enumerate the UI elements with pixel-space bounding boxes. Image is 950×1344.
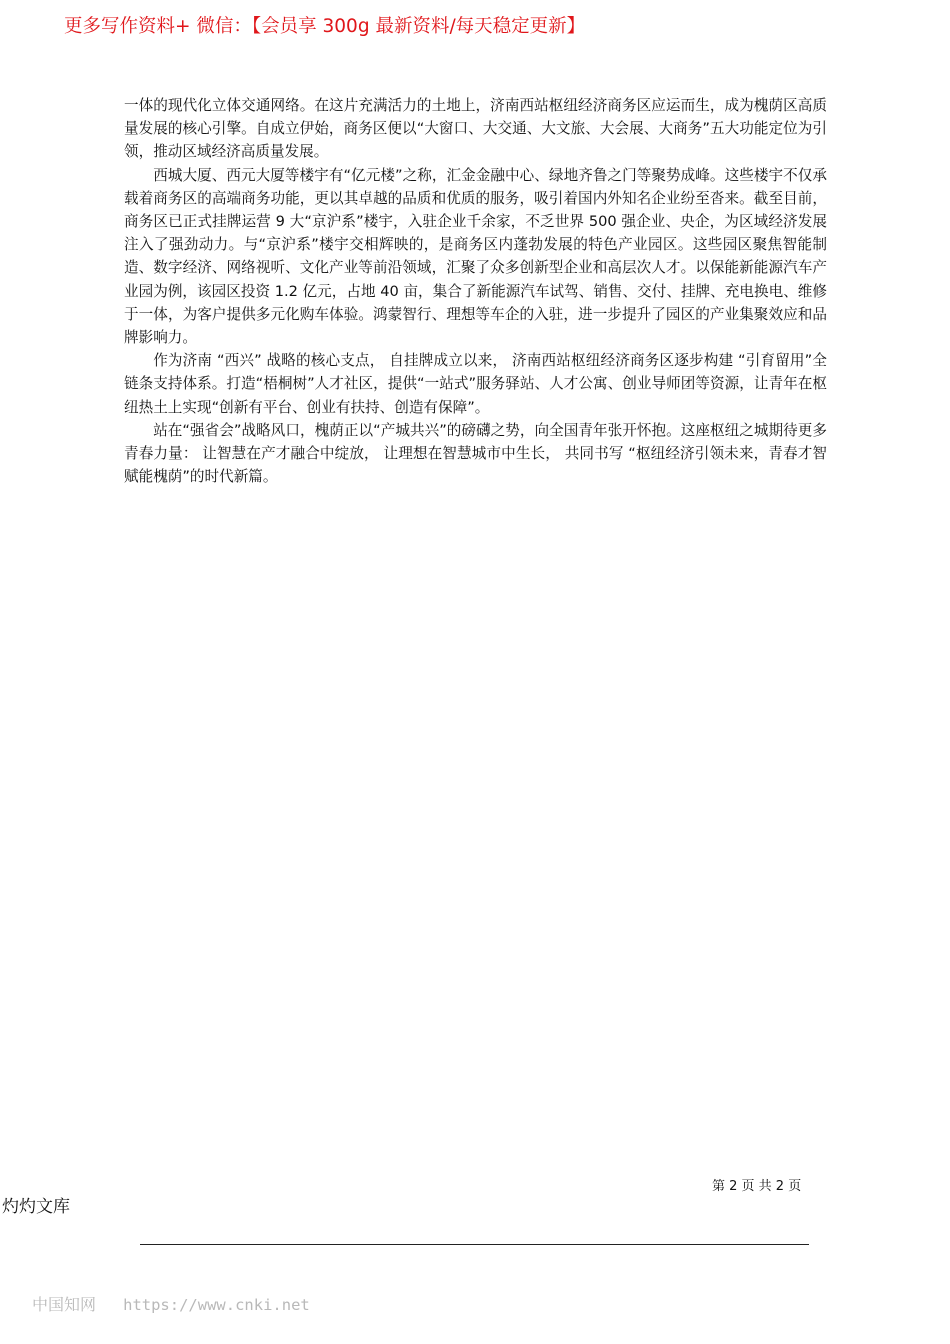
article-body [124, 94, 827, 488]
article-paragraph: 西城大厦、西元大厦等楼宇有“亿元楼”之称，汇金金融中心、绿地齐鲁之门等聚势成峰。这些楼宇不仅承载着商务区的高端商务功能，更以其卓越的品质和优质的服务，吸引着国内外知名企业纷至沓来。截至目前，商务区已正式挂牌运营 9 大“京沪系”楼宇，入驻企业千余家，不乏世界 500 强企业、央企，为区域经济发展注入了强劲动力。与“京沪系”楼宇交相辉映的，是商务区内蓬勃发展的特色产业园区。这些园区聚焦智能制造、数字经济、网络视听、文化产业等前沿领域，汇聚了众多创新型企业和高层次人才。以保能新能源汽车产业园为例，该园区投资 1.2 亿元，占地 40 亩，集合了新能源汽车试驾、销售、交付、挂牌、充电换电、维修于一体，为客户提供多元化购车体验。鸿蒙智行、理想等车企的入驻，进一步提升了园区的产业集聚效应和品牌影响力。 [124, 166, 827, 347]
promo-banner: 更多写作资料+ 微信：【会员享 300g 最新资料/每天稳定更新】 [64, 16, 586, 37]
article-paragraph: 作为济南 “西兴” 战略的核心支点， 自挂牌成立以来， 济南西站枢纽经济商务区逐步构建 “引育留用”全链条支持体系。打造“梧桐树”人才社区，提供“一站式”服务驿站、人才公寓、创业导师团等资源，让青年在枢纽热土上实现“创新有平台、创业有扶持、创造有保障”。 [124, 352, 827, 416]
watermark-url: https://www.cnki.net [123, 1296, 310, 1314]
footer-divider [140, 1244, 809, 1245]
watermark [32, 1294, 310, 1316]
article-paragraph: 一体的现代化立体交通网络。在这片充满活力的土地上，济南西站枢纽经济商务区应运而生，成为槐荫区高质量发展的核心引擎。自成立伊始，商务区便以“大窗口、大交通、大文旅、大会展、大商务”五大功能定位为引领，推动区域经济高质量发展。 [124, 97, 827, 161]
page-number: 第 2 页 共 2 页 [712, 1179, 802, 1194]
watermark-name: 中国知网 [32, 1295, 97, 1314]
library-name: 灼灼文库 [2, 1197, 70, 1217]
article-paragraph: 站在“强省会”战略风口，槐荫正以“产城共兴”的磅礴之势，向全国青年张开怀抱。这座枢纽之城期待更多青春力量： 让智慧在产才融合中绽放， 让理想在智慧城市中生长， 共同书写 “枢纽经济引领未来，青春才智赋能槐荫”的时代新篇。 [124, 421, 827, 486]
